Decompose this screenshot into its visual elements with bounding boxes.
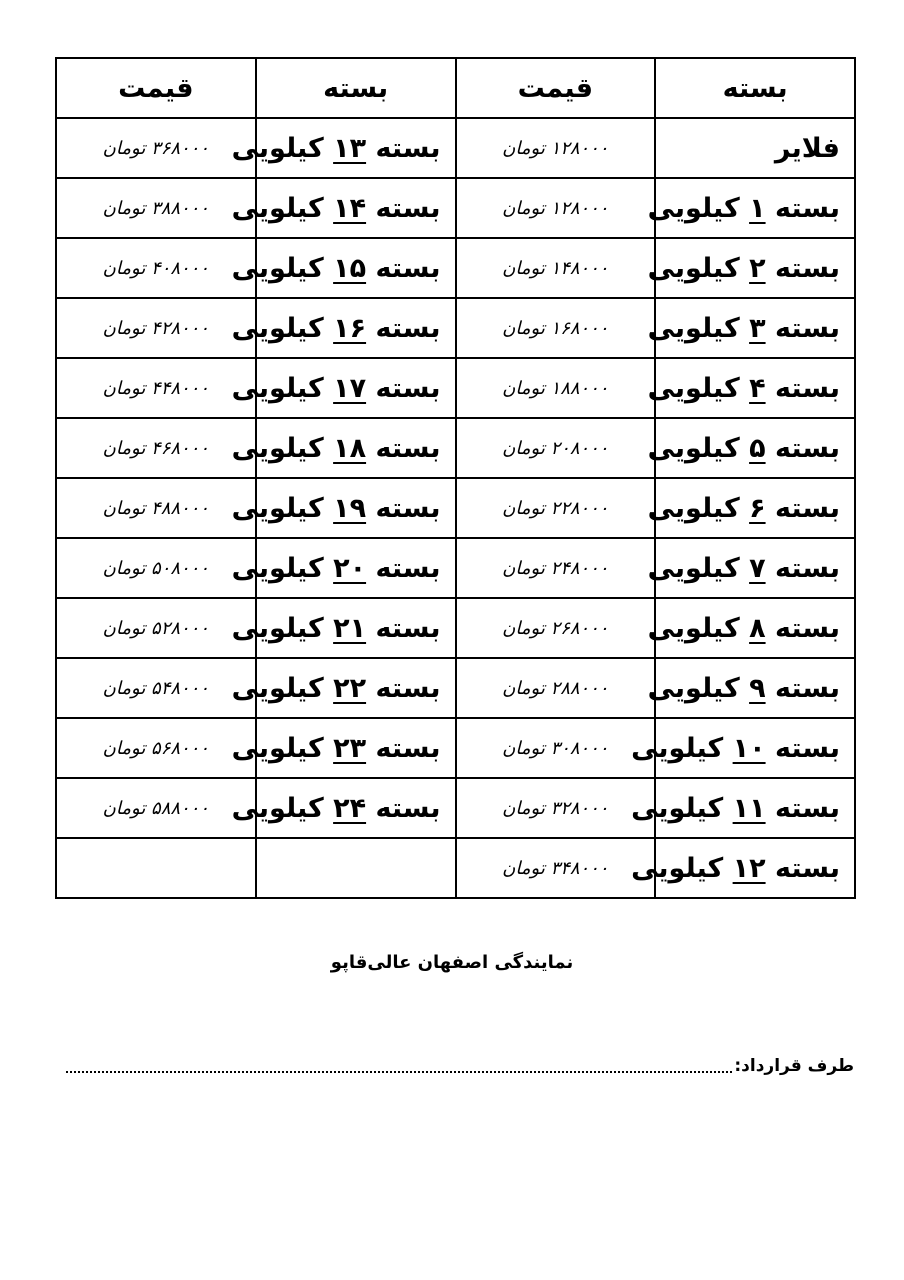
package-weight: ۱۷ <box>333 372 367 404</box>
package-text: کیلویی <box>231 372 334 404</box>
package-text: بسته <box>765 612 840 644</box>
package-weight: ۳ <box>749 312 766 344</box>
header-price-2: قیمت <box>56 58 256 118</box>
package-cell <box>647 658 855 718</box>
package-text: بسته <box>366 372 441 404</box>
price-cell: ۱۸۸۰۰۰ تومان <box>456 358 656 418</box>
package-text: کیلویی <box>631 852 733 884</box>
package-text: کیلویی <box>231 192 334 224</box>
package-weight: ۴ <box>749 372 766 404</box>
package-text: بسته <box>366 732 441 764</box>
package-text: بسته <box>366 492 441 524</box>
package-cell <box>647 238 855 298</box>
package-weight: ۱۲ <box>732 852 766 884</box>
package-weight: ۱۸ <box>333 432 367 464</box>
package-cell <box>231 718 456 778</box>
package-cell <box>231 478 456 538</box>
package-text: کیلویی <box>231 792 334 824</box>
package-text: کیلویی <box>231 432 334 464</box>
package-text: کیلویی <box>231 612 334 644</box>
package-cell <box>647 598 855 658</box>
agency-name: نمایندگی اصفهان عالی‌قاپو <box>330 952 574 973</box>
package-text: بسته <box>765 852 840 884</box>
price-cell: ۴۲۸۰۰۰ تومان <box>56 298 256 358</box>
package-weight: ۲۳ <box>333 732 367 764</box>
package-weight: ۸ <box>749 612 766 644</box>
package-text: کیلویی <box>631 732 733 764</box>
header-price-1: قیمت <box>456 58 656 118</box>
price-cell: ۳۴۸۰۰۰ تومان <box>456 838 656 898</box>
package-text: کیلویی <box>647 672 750 704</box>
package-cell <box>231 658 456 718</box>
package-weight: ۲۰ <box>333 552 367 584</box>
price-cell: ۵۴۸۰۰۰ تومان <box>56 658 256 718</box>
table-row <box>56 178 855 238</box>
table-row <box>56 538 855 598</box>
package-text: کیلویی <box>231 552 334 584</box>
signature-dotted-line <box>66 1057 732 1073</box>
package-cell <box>256 838 456 898</box>
package-weight: ۱۴ <box>333 192 367 224</box>
price-cell: ۴۸۸۰۰۰ تومان <box>56 478 256 538</box>
table-row <box>56 658 855 718</box>
package-text: بسته <box>366 612 441 644</box>
package-cell <box>231 118 456 178</box>
price-cell: ۴۰۸۰۰۰ تومان <box>56 238 256 298</box>
package-text: بسته <box>765 792 840 824</box>
package-text: بسته <box>366 792 441 824</box>
price-cell: ۵۶۸۰۰۰ تومان <box>56 718 256 778</box>
package-cell <box>231 778 456 838</box>
package-cell <box>631 778 855 838</box>
price-cell: ۳۰۸۰۰۰ تومان <box>456 718 656 778</box>
price-cell: ۲۴۸۰۰۰ تومان <box>456 538 656 598</box>
package-text: فلایر <box>774 132 840 164</box>
package-text: کیلویی <box>631 792 733 824</box>
package-cell <box>647 298 855 358</box>
table-row <box>56 778 855 838</box>
package-text: کیلویی <box>647 492 750 524</box>
package-text: کیلویی <box>231 312 334 344</box>
price-cell: ۴۴۸۰۰۰ تومان <box>56 358 256 418</box>
package-text: بسته <box>765 192 840 224</box>
package-text: بسته <box>366 312 441 344</box>
table-row <box>56 598 855 658</box>
package-text: بسته <box>765 732 840 764</box>
package-weight: ۱۹ <box>333 492 367 524</box>
package-text: کیلویی <box>647 252 750 284</box>
header-package-2: بسته <box>256 58 456 118</box>
package-weight: ۱ <box>749 192 766 224</box>
package-text: بسته <box>765 672 840 704</box>
price-cell: ۳۸۸۰۰۰ تومان <box>56 178 256 238</box>
package-text: بسته <box>765 492 840 524</box>
table-row <box>56 358 855 418</box>
package-cell <box>231 418 456 478</box>
package-text: بسته <box>366 552 441 584</box>
price-cell: ۳۶۸۰۰۰ تومان <box>56 118 256 178</box>
package-text: کیلویی <box>231 492 334 524</box>
package-cell <box>647 358 855 418</box>
price-cell: ۵۰۸۰۰۰ تومان <box>56 538 256 598</box>
price-cell: ۲۶۸۰۰۰ تومان <box>456 598 656 658</box>
package-cell <box>231 358 456 418</box>
package-text: بسته <box>366 192 441 224</box>
table-row <box>56 718 855 778</box>
price-cell: ۵۸۸۰۰۰ تومان <box>56 778 256 838</box>
package-weight: ۲۱ <box>333 612 367 644</box>
table-row <box>56 238 855 298</box>
price-cell: ۲۰۸۰۰۰ تومان <box>456 418 656 478</box>
table-row <box>56 838 855 898</box>
package-text: کیلویی <box>647 552 750 584</box>
package-cell <box>655 118 855 178</box>
price-cell <box>56 838 256 898</box>
price-cell: ۵۲۸۰۰۰ تومان <box>56 598 256 658</box>
package-text: بسته <box>765 432 840 464</box>
package-cell <box>231 178 456 238</box>
package-text: کیلویی <box>647 372 750 404</box>
price-cell: ۱۴۸۰۰۰ تومان <box>456 238 656 298</box>
package-text: کیلویی <box>231 252 334 284</box>
package-weight: ۲۴ <box>333 792 367 824</box>
price-cell: ۴۶۸۰۰۰ تومان <box>56 418 256 478</box>
table-row <box>56 118 855 178</box>
package-cell <box>647 178 855 238</box>
table-row <box>56 478 855 538</box>
package-text: بسته <box>366 672 441 704</box>
package-cell <box>647 538 855 598</box>
package-weight: ۱۳ <box>333 132 367 164</box>
package-weight: ۲۲ <box>333 672 367 704</box>
price-cell: ۱۲۸۰۰۰ تومان <box>456 178 656 238</box>
package-text: کیلویی <box>647 612 750 644</box>
contract-party-label: طرف قرارداد: <box>734 1056 854 1076</box>
price-cell: ۳۲۸۰۰۰ تومان <box>456 778 656 838</box>
price-cell: ۲۲۸۰۰۰ تومان <box>456 478 656 538</box>
package-text: کیلویی <box>231 672 334 704</box>
package-text: بسته <box>765 552 840 584</box>
package-cell <box>647 418 855 478</box>
package-text: کیلویی <box>231 132 334 164</box>
package-text: کیلویی <box>647 432 750 464</box>
price-cell: ۲۸۸۰۰۰ تومان <box>456 658 656 718</box>
package-cell <box>631 838 855 898</box>
package-cell <box>231 298 456 358</box>
package-text: بسته <box>366 432 441 464</box>
package-cell <box>631 718 855 778</box>
package-text: بسته <box>366 252 441 284</box>
package-weight: ۲ <box>749 252 766 284</box>
table-row <box>56 418 855 478</box>
package-text: کیلویی <box>231 732 334 764</box>
table-row <box>56 298 855 358</box>
package-weight: ۱۶ <box>333 312 367 344</box>
package-cell <box>231 538 456 598</box>
package-text: بسته <box>765 372 840 404</box>
table-header-row <box>56 58 855 118</box>
contract-party-line <box>64 1056 854 1076</box>
package-weight: ۱۰ <box>732 732 766 764</box>
package-text: کیلویی <box>647 312 750 344</box>
package-weight: ۹ <box>749 672 766 704</box>
price-cell: ۱۶۸۰۰۰ تومان <box>456 298 656 358</box>
package-weight: ۷ <box>749 552 766 584</box>
package-cell <box>647 478 855 538</box>
header-package-1: بسته <box>655 58 855 118</box>
package-text: بسته <box>765 312 840 344</box>
package-weight: ۱۵ <box>333 252 367 284</box>
package-cell <box>231 238 456 298</box>
package-weight: ۶ <box>749 492 766 524</box>
price-table <box>55 57 856 899</box>
package-text: بسته <box>765 252 840 284</box>
package-text: بسته <box>366 132 441 164</box>
package-text: کیلویی <box>647 192 750 224</box>
price-cell: ۱۲۸۰۰۰ تومان <box>456 118 656 178</box>
package-weight: ۱۱ <box>732 792 766 824</box>
package-cell <box>231 598 456 658</box>
package-weight: ۵ <box>749 432 766 464</box>
